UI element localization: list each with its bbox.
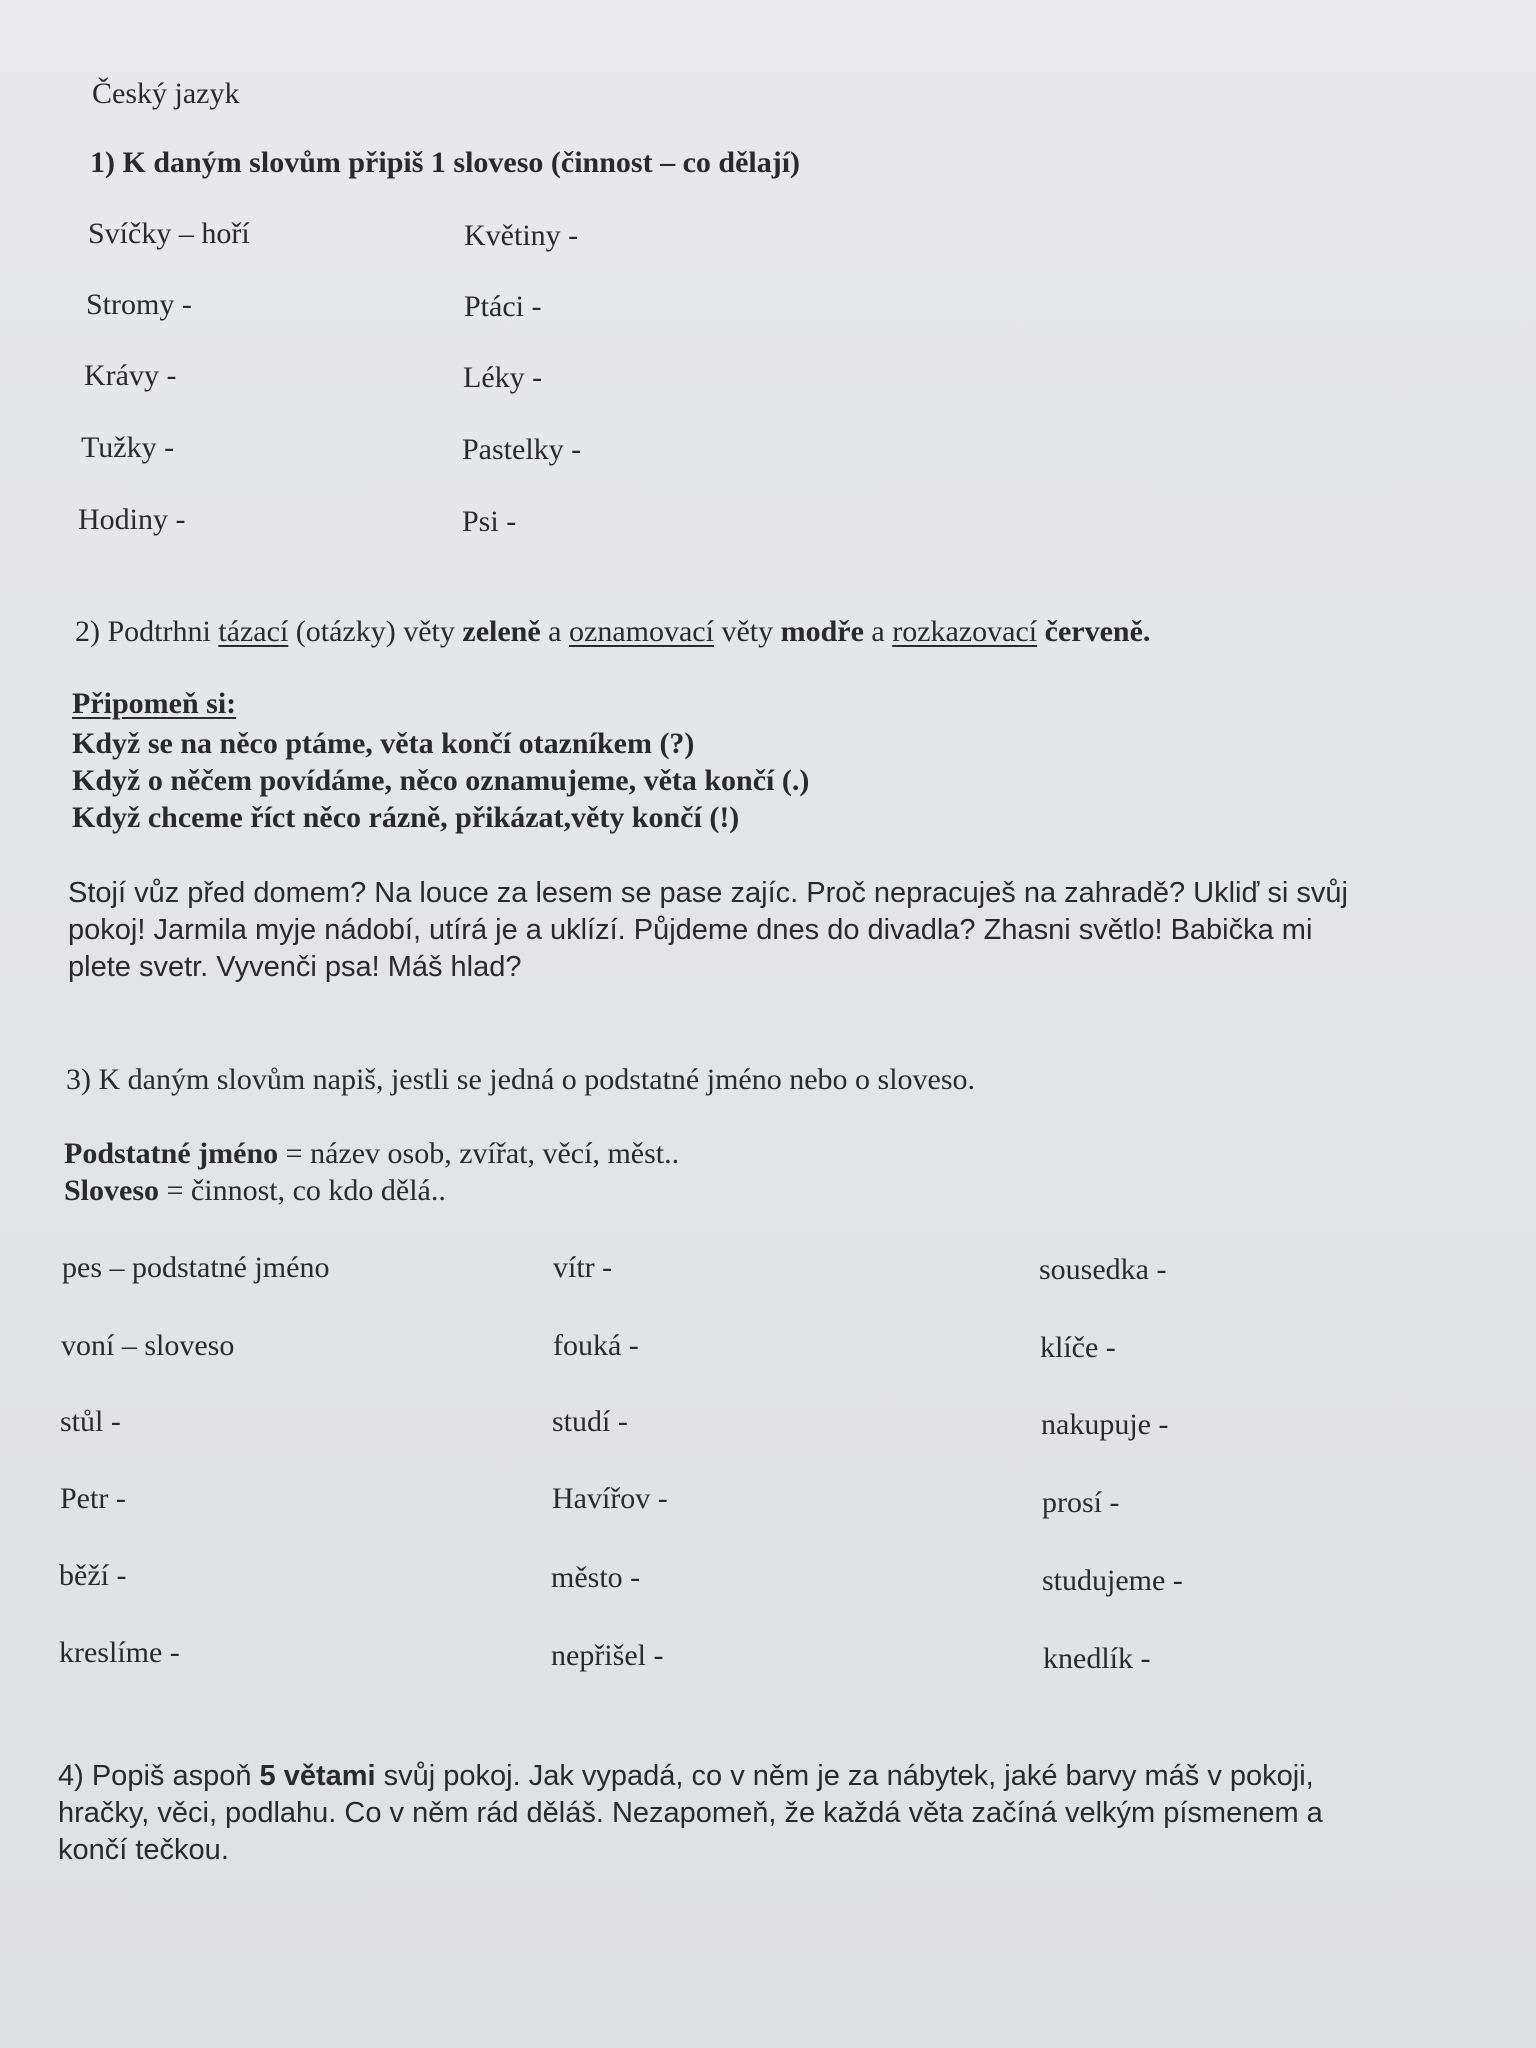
task1-item: Ptáci - <box>464 290 542 323</box>
task3-word: vítr - <box>553 1251 613 1284</box>
task2-heading-part: (otázky) věty <box>295 615 455 648</box>
task2-heading-rozkazovaci: rozkazovací <box>892 615 1038 648</box>
task3-word: město - <box>551 1561 641 1594</box>
task4-line: končí tečkou. <box>58 1834 229 1866</box>
task3-word: Petr - <box>60 1482 126 1515</box>
task1-item: Květiny - <box>464 219 579 252</box>
task1-item: Tužky - <box>81 431 175 464</box>
task1-heading: 1) K daným slovům připiš 1 sloveso (činnost – co dělají) <box>90 146 801 179</box>
task4-line <box>58 1758 1323 1795</box>
task3-word: nakupuje - <box>1041 1408 1169 1441</box>
task3-word: sousedka - <box>1039 1253 1167 1286</box>
task1-item: Léky - <box>463 361 543 394</box>
task4-text <box>58 1758 1323 1869</box>
task4-line: hračky, věci, podlahu. Co v něm rád děláš. Nezapomeň, že každá věta začíná velkým písmenem a <box>58 1797 1323 1829</box>
task2-heading-modre: modře <box>780 615 864 648</box>
task3-word: stůl - <box>60 1405 121 1438</box>
task3-word: studujeme - <box>1042 1564 1183 1597</box>
task2-heading <box>75 614 1150 650</box>
task2-sentence-line: Stojí vůz před domem? Na louce za lesem se pase zajíc. Proč nepracuješ na zahradě? Ukliď si svůj <box>68 877 1348 909</box>
task4-text-part: svůj pokoj. Jak vypadá, co v něm je za nábytek, jaké barvy máš v pokoji, <box>375 1760 1314 1792</box>
task3-word: studí - <box>552 1405 628 1438</box>
task1-item: Psi - <box>462 505 517 538</box>
task2-sentences <box>68 875 1348 986</box>
task3-word: prosí - <box>1042 1486 1120 1519</box>
task3-word: kreslíme - <box>59 1636 180 1669</box>
task3-word: pes – podstatné jméno <box>62 1251 330 1284</box>
task3-word: knedlík - <box>1043 1642 1151 1675</box>
task2-heading-oznamovaci: oznamovací <box>569 615 714 648</box>
task2-heading-cervene: červeně. <box>1044 615 1151 648</box>
task2-heading-part: 2) Podtrhni <box>75 615 211 648</box>
task4-emphasis: 5 větami <box>259 1760 376 1792</box>
definition-text: = název osob, zvířat, věcí, měst.. <box>278 1137 680 1170</box>
task3-word: běží - <box>59 1559 127 1592</box>
task3-word: Havířov - <box>552 1482 668 1515</box>
task1-item: Stromy - <box>86 288 192 321</box>
subject-title: Český jazyk <box>92 77 240 110</box>
definition-term: Sloveso <box>64 1174 160 1207</box>
task2-sentence-line: pokoj! Jarmila myje nádobí, utírá je a uklízí. Půjdeme dnes do divadla? Zhasni světlo! Babička mi <box>68 914 1313 946</box>
definition-verb <box>64 1173 446 1209</box>
task3-word: nepřišel - <box>551 1639 664 1672</box>
task1-item: Pastelky - <box>462 433 582 466</box>
task3-word: fouká - <box>553 1329 639 1362</box>
task3-word: klíče - <box>1040 1331 1116 1364</box>
task2-heading-zelene: zeleně <box>462 615 541 648</box>
task3-heading: 3) K daným slovům napiš, jestli se jedná o podstatné jméno nebo o sloveso. <box>66 1063 976 1096</box>
reminder-line: Když o něčem povídáme, něco oznamujeme, věta končí (.) <box>72 764 810 797</box>
task2-heading-part: a <box>871 615 885 648</box>
task2-sentence-line: plete svetr. Vyvenči psa! Máš hlad? <box>68 951 522 983</box>
task2-heading-tazaci: tázací <box>218 615 289 648</box>
definition-text: = činnost, co kdo dělá.. <box>159 1174 446 1207</box>
reminder-title: Připomeň si: <box>72 687 237 720</box>
task1-item: Svíčky – hoří <box>88 217 250 250</box>
task2-heading-part: věty <box>721 615 774 648</box>
reminder-line: Když se na něco ptáme, věta končí otazníkem (?) <box>72 727 695 760</box>
task1-item: Hodiny - <box>78 503 186 536</box>
reminder-line: Když chceme říct něco rázně, přikázat,věty končí (!) <box>72 801 740 834</box>
task4-text-part: 4) Popiš aspoň <box>58 1760 260 1792</box>
task3-word: voní – sloveso <box>61 1329 235 1362</box>
task2-heading-part: a <box>548 615 562 648</box>
task1-item: Krávy - <box>84 359 177 392</box>
definition-term: Podstatné jméno <box>64 1137 279 1170</box>
definition-noun <box>64 1136 679 1172</box>
